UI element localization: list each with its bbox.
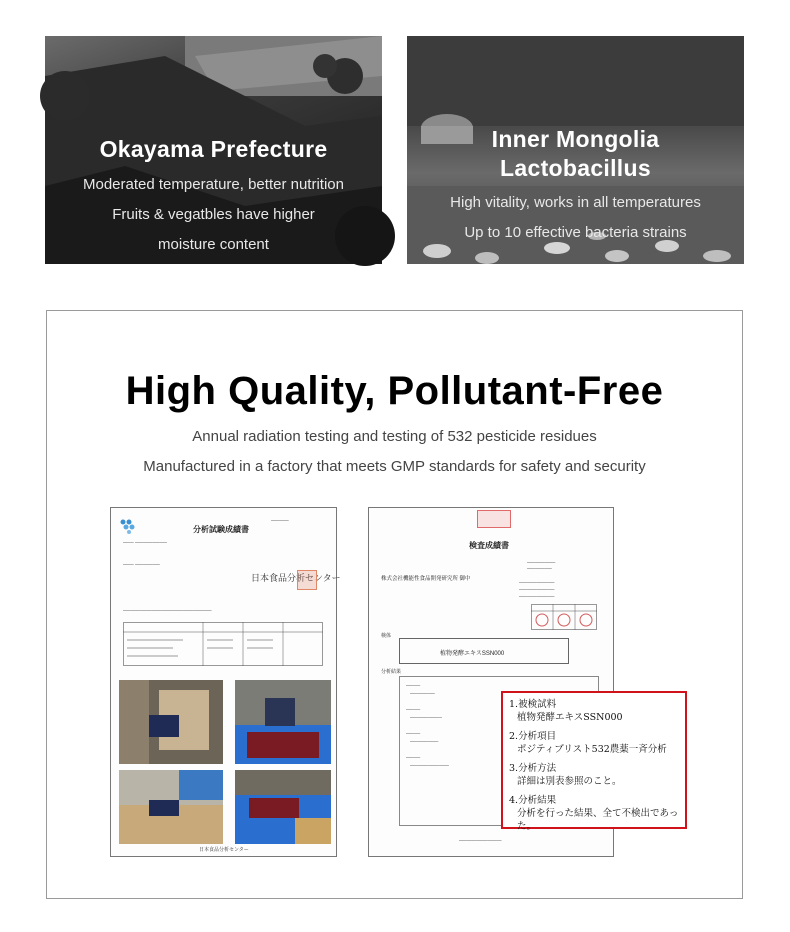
okayama-line-3: moisture content	[158, 236, 269, 253]
mongolia-line-1: High vitality, works in all temperatures	[450, 194, 701, 211]
highlight-item-4-title: 4.分析結果	[509, 795, 557, 806]
highlight-item-3-title: 3.分析方法	[509, 763, 557, 774]
result-table	[123, 622, 323, 666]
quality-title: High Quality, Pollutant-Free	[125, 369, 664, 413]
lab-logo-icon	[119, 518, 141, 534]
quality-subtitle-2: Manufactured in a factory that meets GMP standards for safety and security	[143, 458, 646, 475]
mongolia-title-line-1: Inner Mongolia	[491, 126, 660, 152]
inspection-report: 検査成績書 ──────── ─────── 株式会社機能性食品開発研究所 御中 ────────── ────────── ────────── 検体 植物発酵エキスSSN000 分析結果 ──── ─────── ──── ───────── ──── ──────── ──── ─────────── 1.被検試料 植物発酵エキスSSN000 2.分析項目 ポジティブリスト532農薬一斉分析 3.分析方法 詳細は別表参照のこと。 4.分析結果 分析を行った結果、全て不検出であった。 ────────────	[368, 507, 614, 857]
sample-header: 検体	[381, 633, 392, 639]
highlight-item-1-value: 植物発酵エキスSSN000	[517, 712, 623, 723]
lab-name: 日本食品分析センター	[251, 573, 341, 583]
mongolia-title-line-2: Lactobacillus	[500, 155, 651, 181]
lab-photo-4	[235, 770, 331, 844]
sample-box	[399, 638, 569, 664]
highlight-item-1-title: 1.被検試料	[509, 699, 557, 710]
mongolia-line-2: Up to 10 effective bacteria strains	[464, 224, 687, 241]
results-header: 分析結果	[381, 669, 402, 675]
approval-stamps	[531, 604, 597, 630]
red-stamp-icon	[477, 510, 511, 528]
lab-photo-3	[119, 770, 223, 844]
inspection-report-title: 検査成績書	[469, 541, 509, 550]
quality-subtitle-1: Annual radiation testing and testing of 532 pesticide residues	[192, 428, 597, 445]
analysis-certificate: 分析試験成績書 ───── ─── ───────── ─── ─────── 日本食品分析センター ───────────────────────── 日本食品分析センター	[110, 507, 337, 857]
highlight-item-2-title: 2.分析項目	[509, 731, 557, 742]
certificate-footer: 日本食品分析センター	[199, 847, 249, 853]
client-name: 株式会社機能性食品開発研究所 御中	[381, 576, 471, 582]
lab-seal-icon	[297, 570, 317, 590]
okayama-banner	[45, 36, 382, 264]
highlight-item-3-value: 詳細は別表参照のこと。	[517, 776, 622, 787]
highlight-item-4-value: 分析を行った結果、全て不検出であった。	[517, 808, 679, 832]
quality-section	[46, 310, 743, 899]
lab-photo-2	[235, 680, 331, 764]
highlighted-results	[501, 691, 687, 832]
okayama-title: Okayama Prefecture	[99, 136, 328, 162]
highlight-item-2-value: ポジティブリスト532農薬一斉分析	[517, 744, 667, 755]
sample-name: 植物発酵エキスSSN000	[440, 651, 505, 657]
analysis-certificate-title: 分析試験成績書	[193, 525, 249, 534]
mongolia-banner	[407, 36, 744, 264]
okayama-line-1: Moderated temperature, better nutrition	[83, 176, 344, 193]
lab-photo-1	[119, 680, 223, 764]
results-frame: ──── ─────── ──── ───────── ──── ──────── ──── ───────────	[399, 676, 599, 826]
okayama-line-2: Fruits & vegatbles have higher	[112, 206, 315, 223]
